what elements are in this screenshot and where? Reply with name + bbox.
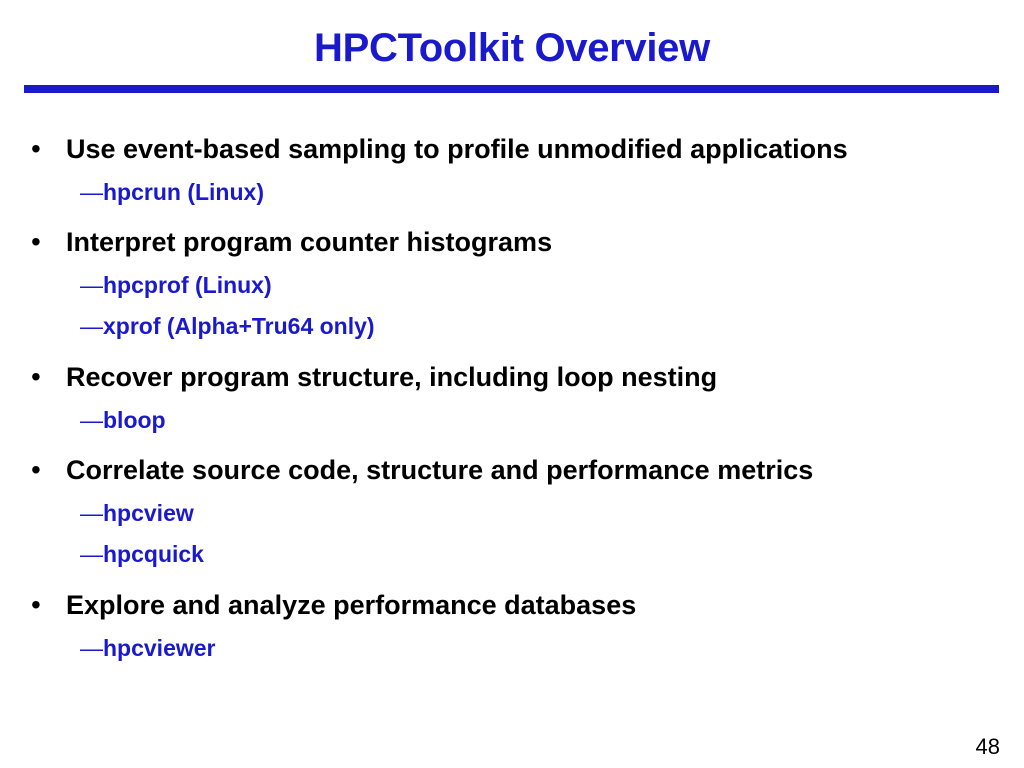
- sub-item: [80, 634, 216, 662]
- sub-item-text: hpcviewer: [103, 635, 216, 661]
- em-dash-icon: —: [80, 635, 103, 661]
- bullet-dot-icon: •: [31, 454, 41, 485]
- bullet-dot-icon: •: [31, 361, 41, 392]
- title-divider: [24, 85, 999, 93]
- sub-item-text: bloop: [103, 407, 166, 433]
- sub-item-text: hpcprof (Linux): [103, 272, 272, 298]
- bullet-text: Explore and analyze performance databases: [66, 590, 637, 620]
- em-dash-icon: —: [80, 500, 103, 526]
- em-dash-icon: —: [80, 407, 103, 433]
- em-dash-icon: —: [80, 179, 103, 205]
- bullet-text: Correlate source code, structure and performance metrics: [66, 455, 814, 485]
- slide-title: HPCToolkit Overview: [314, 26, 710, 70]
- bullet-dot-icon: •: [31, 226, 41, 257]
- sub-item-text: hpcquick: [103, 541, 204, 567]
- page-number: 48: [975, 734, 1000, 759]
- bullet-dot-icon: •: [31, 589, 41, 620]
- sub-item-text: hpcview: [103, 500, 194, 526]
- em-dash-icon: —: [80, 313, 103, 339]
- sub-item: [80, 406, 166, 434]
- bullet-text: Recover program structure, including loop nesting: [66, 362, 718, 392]
- bullet-text: Use event-based sampling to profile unmodified applications: [66, 134, 848, 164]
- sub-item-text: hpcrun (Linux): [103, 179, 264, 205]
- sub-item: [80, 540, 204, 568]
- sub-item: [80, 271, 272, 299]
- bullet-dot-icon: •: [31, 133, 41, 164]
- sub-item: [80, 499, 194, 527]
- bullet-text: Interpret program counter histograms: [66, 227, 553, 257]
- sub-item-text: xprof (Alpha+Tru64 only): [103, 313, 375, 339]
- em-dash-icon: —: [80, 272, 103, 298]
- sub-item: [80, 178, 264, 206]
- sub-item: [80, 312, 375, 340]
- em-dash-icon: —: [80, 541, 103, 567]
